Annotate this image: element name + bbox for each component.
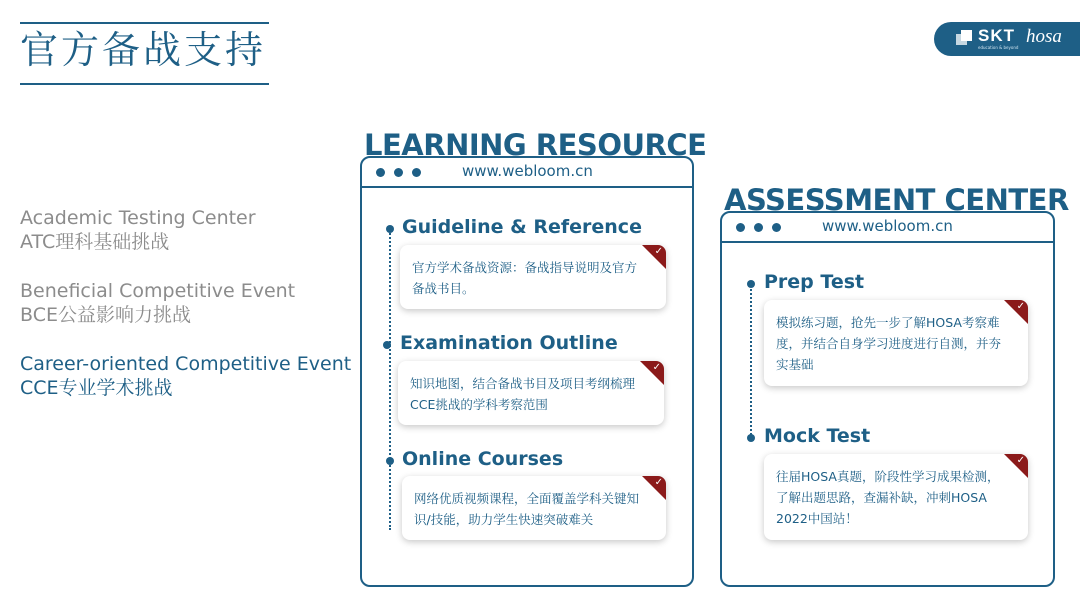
title-bottom-rule	[20, 83, 269, 85]
window-dot-icon	[772, 223, 781, 232]
card-description: 官方学术备战资源：备战指导说明及官方备战书目。	[412, 260, 638, 296]
window-dot-icon	[736, 223, 745, 232]
window-dot-icon	[412, 168, 421, 177]
section-title-guideline: Guideline & Reference	[402, 216, 642, 238]
window-dot-icon	[376, 168, 385, 177]
page-title: 官方备战支持	[20, 28, 267, 72]
nav-item-en-label: Beneficial Competitive Event	[20, 280, 296, 302]
learning-url[interactable]: www.webloom.cn	[462, 162, 593, 180]
check-icon: ✓	[652, 362, 661, 373]
assessment-timeline	[750, 285, 752, 435]
nav-item-zh-label: ATC理科基础挑战	[20, 231, 170, 253]
bullet-icon	[747, 434, 755, 442]
learning-panel	[360, 156, 694, 587]
learning-window-bar	[362, 158, 692, 188]
nav-item-cce[interactable]	[20, 352, 351, 400]
nav-item-en-label: Academic Testing Center	[20, 207, 256, 229]
bullet-icon	[747, 280, 755, 288]
card-description: 网络优质视频课程，全面覆盖学科关键知识/技能，助力学生快速突破难关	[414, 491, 640, 527]
window-dot-icon	[394, 168, 403, 177]
card-courses[interactable]	[402, 476, 666, 540]
card-guideline[interactable]	[400, 245, 666, 309]
section-title-prep: Prep Test	[764, 271, 865, 293]
section-title-mock: Mock Test	[764, 425, 871, 447]
card-outline[interactable]	[398, 361, 664, 425]
section-title-outline: Examination Outline	[400, 332, 618, 354]
window-dot-icon	[754, 223, 763, 232]
check-icon: ✓	[654, 246, 663, 257]
bullet-icon	[383, 341, 391, 349]
section-title-courses: Online Courses	[402, 448, 564, 470]
card-description: 模拟练习题，抢先一步了解HOSA考察难度，并结合自身学习进度进行自测，并夯实基础	[776, 315, 1002, 372]
check-icon: ✓	[654, 477, 663, 488]
bullet-icon	[386, 225, 394, 233]
card-description: 知识地图，结合备战书目及项目考纲梳理CCE挑战的学科考察范围	[410, 376, 636, 412]
skt-logo-icon	[956, 30, 974, 48]
learning-heading: LEARNING RESOURCE	[364, 128, 707, 162]
card-mock-test[interactable]	[764, 454, 1028, 540]
brand-logo	[934, 22, 1080, 56]
assessment-url[interactable]: www.webloom.cn	[822, 217, 953, 235]
check-icon: ✓	[1016, 455, 1025, 466]
card-description: 往届HOSA真题，阶段性学习成果检测，了解出题思路，查漏补缺，冲刺HOSA 2022中国站！	[776, 469, 1000, 526]
card-prep-test[interactable]	[764, 300, 1028, 386]
nav-item-atc[interactable]	[20, 206, 256, 254]
nav-item-en-label: Career-oriented Competitive Event	[20, 353, 352, 375]
bullet-icon	[386, 457, 394, 465]
learning-timeline	[389, 230, 391, 530]
title-top-rule	[20, 22, 269, 24]
logo-tagline: education & beyond	[978, 45, 1019, 50]
assessment-panel	[720, 211, 1055, 587]
nav-item-bce[interactable]	[20, 279, 295, 327]
nav-item-zh-label: BCE公益影响力挑战	[20, 304, 191, 326]
assessment-heading: ASSESSMENT CENTER	[724, 183, 1069, 217]
logo-partner-text: hosa	[1026, 26, 1062, 47]
check-icon: ✓	[1016, 301, 1025, 312]
nav-item-zh-label: CCE专业学术挑战	[20, 377, 173, 399]
logo-brand-text: SKT	[978, 26, 1015, 45]
assessment-window-bar	[722, 213, 1053, 243]
